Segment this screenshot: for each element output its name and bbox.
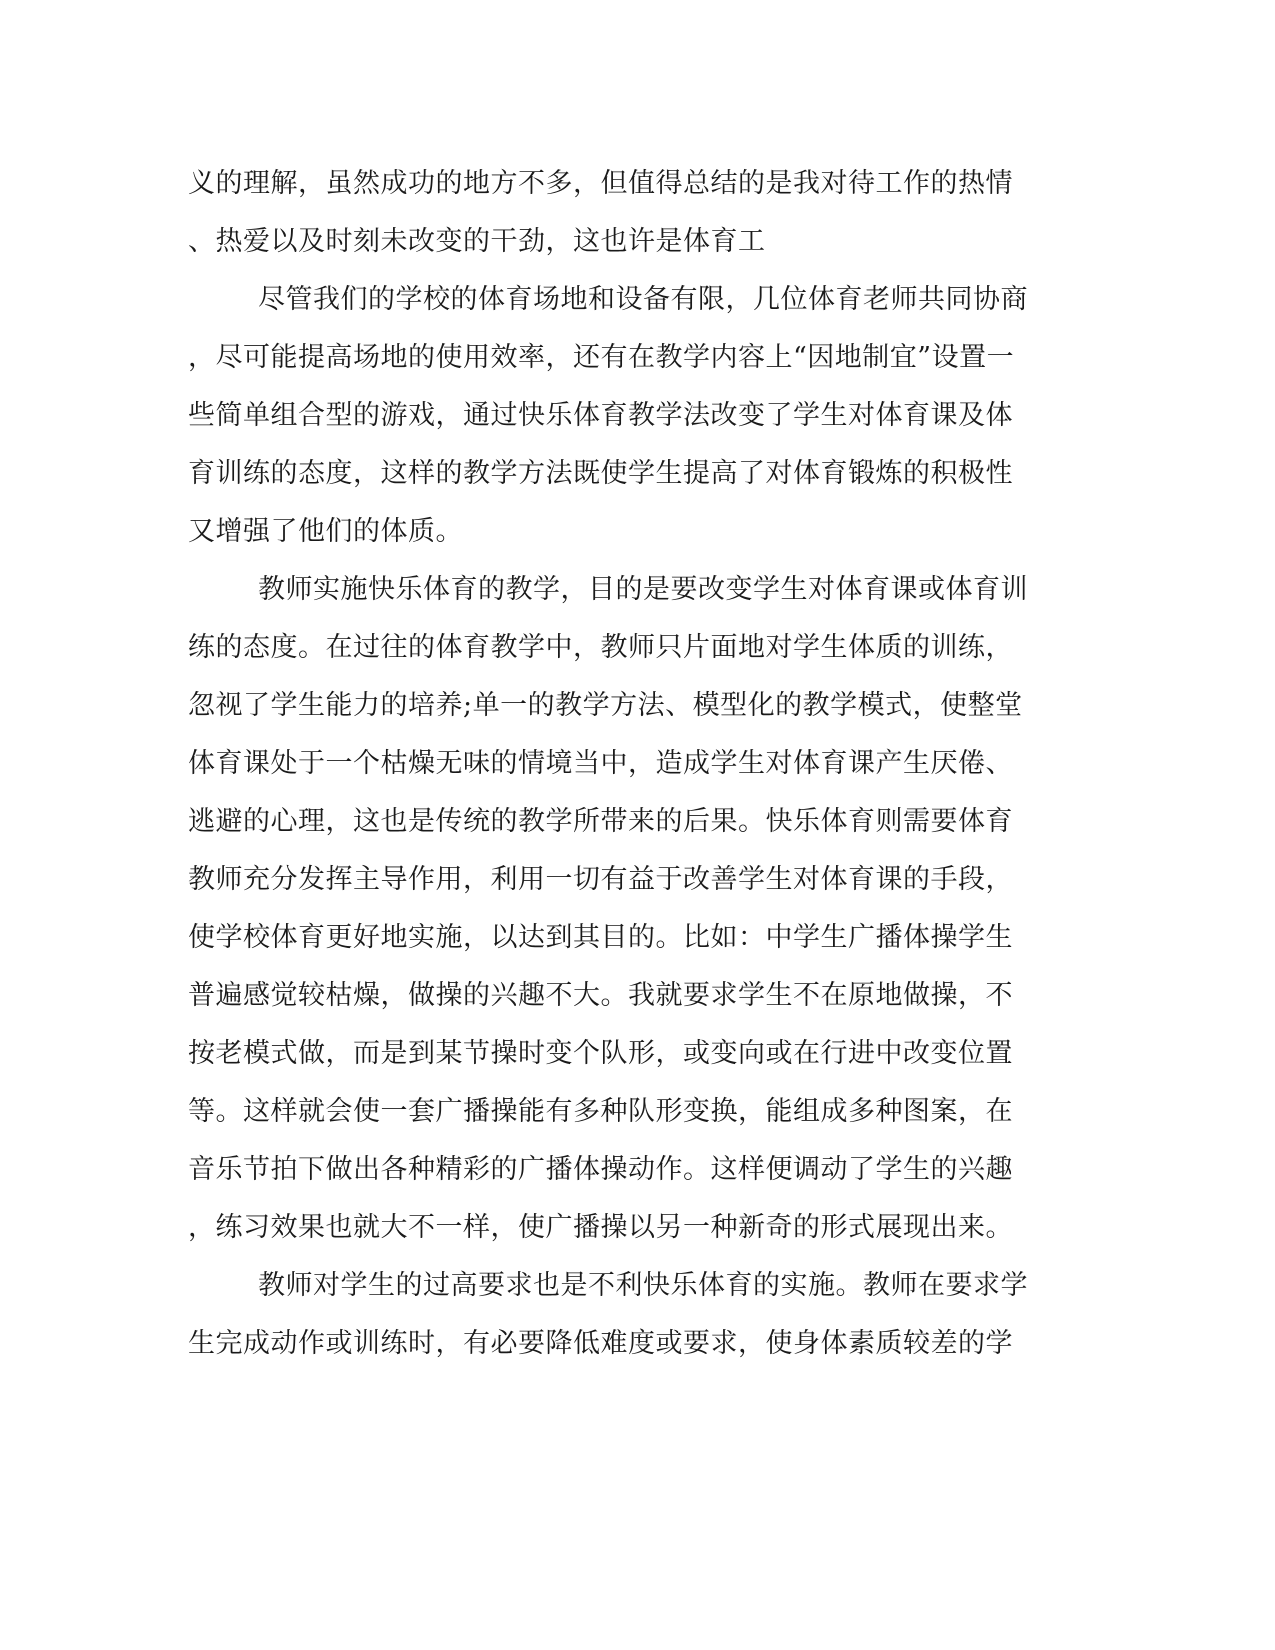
text-line: 按老模式做，而是到某节操时变个队形，或变向或在行进中改变位置 (188, 1038, 1013, 1069)
text-line: ，练习效果也就大不一样，使广播操以另一种新奇的形式展现出来。 (188, 1212, 1013, 1243)
text-line: 使学校体育更好地实施，以达到其目的。比如：中学生广播体操学生 (188, 922, 1013, 953)
text-line: 忽视了学生能力的培养;单一的教学方法、模型化的教学模式，使整堂 (188, 690, 1023, 721)
paragraph-start-line: 教师实施快乐体育的教学，目的是要改变学生对体育课或体育训 (258, 574, 1028, 605)
text-line: 普遍感觉较枯燥，做操的兴趣不大。我就要求学生不在原地做操，不 (188, 980, 1013, 1011)
text-line: 练的态度。在过往的体育教学中，教师只片面地对学生体质的训练， (188, 632, 1013, 663)
text-line: ，尽可能提高场地的使用效率，还有在教学内容上“因地制宜”设置一 (188, 342, 1015, 373)
paragraph-start-line: 教师对学生的过高要求也是不利快乐体育的实施。教师在要求学 (258, 1270, 1028, 1301)
text-line: 义的理解，虽然成功的地方不多，但值得总结的是我对待工作的热情 (188, 168, 1013, 199)
text-line: 、热爱以及时刻未改变的干劲，这也许是体育工 (188, 226, 766, 257)
text-line: 些简单组合型的游戏，通过快乐体育教学法改变了学生对体育课及体 (188, 400, 1013, 431)
text-line: 体育课处于一个枯燥无味的情境当中，造成学生对体育课产生厌倦、 (188, 748, 1013, 779)
text-line: 又增强了他们的体质。 (188, 516, 463, 547)
text-line: 生完成动作或训练时，有必要降低难度或要求，使身体素质较差的学 (188, 1328, 1013, 1359)
text-line: 育训练的态度，这样的教学方法既使学生提高了对体育锻炼的积极性 (188, 458, 1013, 489)
text-line: 教师充分发挥主导作用，利用一切有益于改善学生对体育课的手段， (188, 864, 1013, 895)
text-line: 等。这样就会使一套广播操能有多种队形变换，能组成多种图案，在 (188, 1096, 1013, 1127)
text-line: 逃避的心理，这也是传统的教学所带来的后果。快乐体育则需要体育 (188, 806, 1013, 837)
text-line: 音乐节拍下做出各种精彩的广播体操动作。这样便调动了学生的兴趣 (188, 1154, 1013, 1185)
paragraph-start-line: 尽管我们的学校的体育场地和设备有限，几位体育老师共同协商 (258, 284, 1028, 315)
